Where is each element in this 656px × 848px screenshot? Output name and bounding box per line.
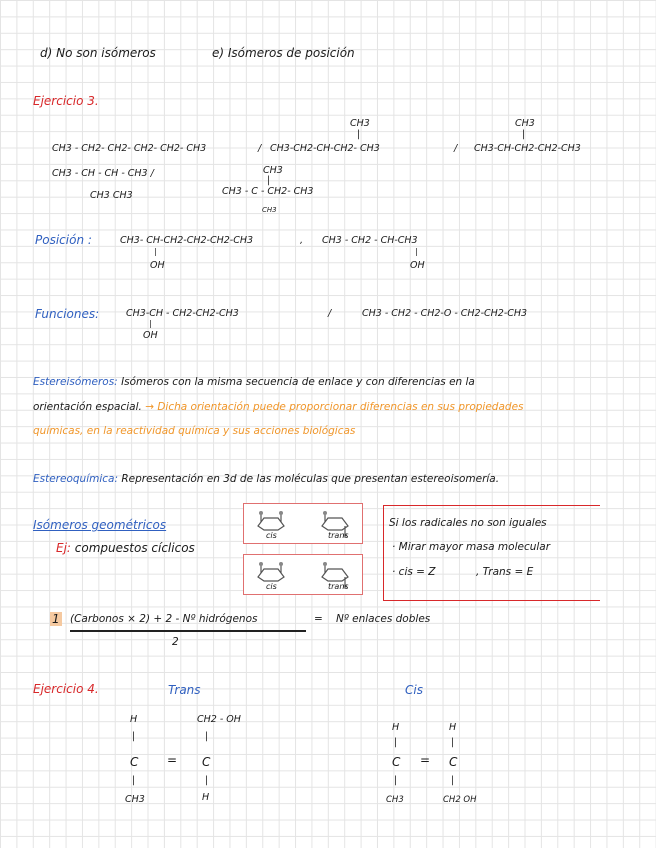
funciones-formula-1: CH3-CH - CH2-CH2-CH3 xyxy=(126,308,239,319)
trans-right-carbon: C xyxy=(202,755,211,769)
trans-right-bottom: H xyxy=(202,792,210,803)
separator: / xyxy=(328,308,332,319)
funciones-formula-2: CH3 - CH2 - CH2-O - CH2-CH2-CH3 xyxy=(362,308,528,319)
formula-2-2-dimethylbutane: CH3 - C - CH2- CH3 xyxy=(222,186,314,197)
bond: | xyxy=(451,737,455,748)
cis-right-top: H xyxy=(449,722,457,733)
formula-2-methylpentane: CH3-CH-CH2-CH2-CH3 xyxy=(474,143,581,154)
cis-label: cis xyxy=(266,531,277,540)
posicion-formula-2-oh: OH xyxy=(410,260,425,271)
posicion-formula-1: CH3- CH-CH2-CH2-CH2-CH3 xyxy=(120,235,254,246)
note-line-3b: , Trans = E xyxy=(476,566,534,578)
estereoquimica-text: Representación en 3d de las moléculas que presentan estereoisomería. xyxy=(121,473,500,485)
funciones-formula-1-oh: OH xyxy=(143,330,158,341)
cis-label: cis xyxy=(266,582,277,591)
note-line-2: · Mirar mayor masa molecular xyxy=(392,541,551,553)
trans-left-bottom: CH3 xyxy=(125,794,145,805)
formula-number: 1 xyxy=(52,612,60,626)
cis-trans-image-2 xyxy=(243,554,363,595)
bond-tick: | xyxy=(415,247,418,256)
formula-dimethylbutane: CH3 - CH - CH - CH3 / xyxy=(52,168,154,179)
trans-heading: Trans xyxy=(168,683,201,697)
estereoisomeros-term: Estereisómeros: xyxy=(33,376,118,388)
branch-methyl: CH3 xyxy=(350,118,370,129)
bond: | xyxy=(205,731,209,742)
estereoquimica-term: Estereoquímica: xyxy=(33,473,119,485)
separator: / xyxy=(258,143,262,154)
posicion-formula-1-oh: OH xyxy=(150,260,165,271)
separator: / xyxy=(454,143,458,154)
funciones-label: Funciones: xyxy=(35,307,100,321)
trans-label: trans xyxy=(328,582,349,591)
estereoisomeros-line2: orientación espacial. xyxy=(33,401,142,413)
double-bond: = xyxy=(420,753,431,767)
cis-left-top: H xyxy=(392,722,400,733)
trans-left-top: H xyxy=(130,714,138,725)
trans-left-carbon: C xyxy=(130,755,139,769)
bond: | xyxy=(132,775,136,786)
bond-tick: | xyxy=(154,247,157,256)
ejemplo-label: Ej: xyxy=(56,541,71,555)
ejemplo-text: compuestos cíclicos xyxy=(74,541,195,555)
branch-methyl: CH3 xyxy=(515,118,535,129)
answer-e: e) Isómeros de posición xyxy=(212,46,355,60)
cis-trans-image-1 xyxy=(243,503,363,544)
branch-methyl-top: CH3 xyxy=(263,165,283,176)
trans-label: trans xyxy=(328,531,349,540)
fraction-bar xyxy=(70,630,306,632)
branch-methyl-bottom: CH3 xyxy=(262,206,277,214)
posicion-formula-2: CH3 - CH2 - CH-CH3 xyxy=(322,235,418,246)
bond-tick: | xyxy=(149,319,152,328)
bond-tick: | xyxy=(357,129,361,140)
ejercicio-3-title: Ejercicio 3. xyxy=(33,94,99,108)
estereoisomeros-note: → Dicha orientación puede proporcionar diferencias en sus propiedades xyxy=(145,401,524,413)
formula-dimethylbutane-branches: CH3 CH3 xyxy=(90,190,133,201)
bond: | xyxy=(132,731,136,742)
bond: | xyxy=(205,775,209,786)
isomeros-geometricos-title: Isómeros geométricos xyxy=(33,518,167,532)
ejercicio-4-title: Ejercicio 4. xyxy=(33,682,99,696)
answer-d: d) No son isómeros xyxy=(40,46,156,60)
cis-right-bottom: CH2 OH xyxy=(443,795,477,805)
bond-tick: | xyxy=(267,175,271,186)
formula-equals: = xyxy=(314,613,323,625)
separator: , xyxy=(300,235,304,246)
posicion-label: Posición : xyxy=(35,233,92,247)
note-line-1: Si los radicales no son iguales xyxy=(389,517,547,529)
bond: | xyxy=(451,775,455,786)
cis-left-bottom: CH3 xyxy=(386,795,404,805)
note-line-3a: · cis = Z xyxy=(392,566,436,578)
formula-hexane: CH3 - CH2- CH2- CH2- CH2- CH3 xyxy=(52,143,207,154)
formula-result: Nº enlaces dobles xyxy=(336,613,431,625)
formula-numerator: (Carbonos × 2) + 2 - Nº hidrógenos xyxy=(70,613,258,625)
double-bond: = xyxy=(167,753,178,767)
cis-heading: Cis xyxy=(405,683,423,697)
bond: | xyxy=(394,737,398,748)
bond: | xyxy=(394,775,398,786)
estereoisomeros-line3: químicas, en la reactividad química y sus acciones biológicas xyxy=(33,425,356,437)
cis-left-carbon: C xyxy=(392,755,401,769)
cis-right-carbon: C xyxy=(449,755,458,769)
formula-denominator: 2 xyxy=(172,636,179,648)
bond-tick: | xyxy=(522,129,526,140)
estereoisomeros-line1: Isómeros con la misma secuencia de enlace y con diferencias en la xyxy=(121,376,475,388)
trans-right-top: CH2 - OH xyxy=(197,714,241,725)
formula-3-methylpentane: CH3-CH2-CH-CH2- CH3 xyxy=(270,143,380,154)
